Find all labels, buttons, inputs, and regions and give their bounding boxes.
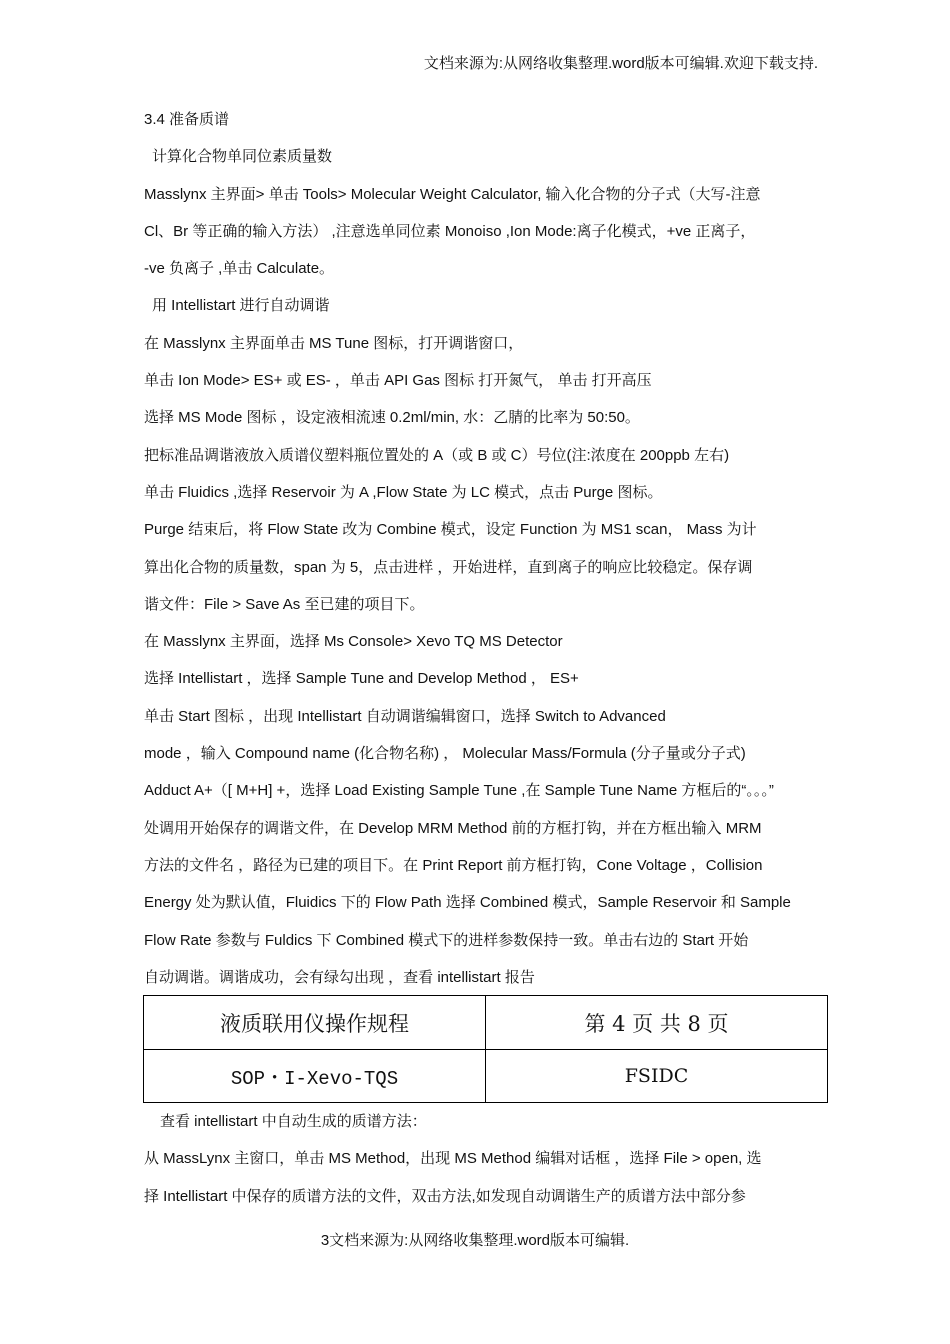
paragraph-line: 单击 Start 图标 ，出现 Intellistart 自动调谐编辑窗口，选择 Switch to Advanced — [144, 707, 666, 725]
paragraph-line: 单击 Ion Mode> ES+ 或 ES- ，单击 API Gas 图标 打开氮气， 单击 打开高压 — [144, 372, 652, 390]
paragraph-line: Cl、Br 等正确的输入方法） ,注意选单同位素 Monoiso ,Ion Mode:离子化模式，+ve 正离子， — [144, 222, 756, 240]
document-title-cell: 液质联用仪操作规程 — [144, 996, 486, 1050]
paragraph-line: 谐文件：File > Save As 至已建的项目下。 — [144, 595, 425, 613]
paragraph-line: 在 Masslynx 主界面，选择 Ms Console> Xevo TQ MS Detector — [144, 633, 563, 651]
paragraph-line: -ve 负离子 ,单击 Calculate。 — [144, 260, 335, 278]
subheading: 用 Intellistart 进行自动调谐 — [152, 297, 330, 315]
subheading: 查看 intellistart 中自动生成的质谱方法： — [160, 1113, 427, 1130]
section-heading: 3.4 准备质谱 — [144, 111, 230, 128]
paragraph-line: Purge 结束后，将 Flow State 改为 Combine 模式，设定 Function 为 MS1 scan， Mass 为计 — [144, 521, 757, 539]
paragraph-line: Energy 处为默认值，Fluidics 下的 Flow Path 选择 Combined 模式，Sample Reservoir 和 Sample — [144, 894, 791, 912]
paragraph-line: 方法的文件名 ，路径为已建的项目下。在 Print Report 前方框打钩，Cone Voltage ，Collision — [144, 856, 763, 874]
table-row — [144, 1050, 828, 1103]
paragraph-line: 处调用开始保存的调谐文件，在 Develop MRM Method 前的方框打钩，并在方框出输入 MRM — [144, 819, 762, 837]
paragraph-line: 自动调谐。调谐成功，会有绿勾出现 ，查看 intellistart 报告 — [144, 968, 535, 986]
paragraph-line: mode ，输入 Compound name (化合物名称) ， Molecular Mass/Formula (分子量或分子式) — [144, 745, 746, 763]
paragraph-line: 择 Intellistart 中保存的质谱方法的文件，双击方法,如发现自动调谐生产的质谱方法中部分参 — [144, 1187, 746, 1205]
subheading: 计算化合物单同位素质量数 — [152, 148, 333, 166]
body-text-continued — [144, 1103, 828, 1215]
paragraph-line: 选择 MS Mode 图标 ，设定液相流速 0.2ml/min, 水：乙腈的比率为 50:50。 — [144, 409, 640, 427]
body-text — [144, 101, 828, 996]
paragraph-line: 把标准品调谐液放入质谱仪塑料瓶位置处的 A（或 B 或 C）号位(注:浓度在 200ppb 左右) — [144, 446, 730, 464]
paragraph-line: Adduct A+（[ M+H] +，选择 Load Existing Sample Tune ,在 Sample Tune Name 方框后的“。。。” — [144, 782, 774, 800]
sop-info-table — [143, 995, 828, 1103]
paragraph-line: 从 MassLynx 主窗口，单击 MS Method，出现 MS Method 编辑对话框 ，选择 File > open, 选 — [144, 1150, 762, 1168]
paragraph-line: 单击 Fluidics ,选择 Reservoir 为 A ,Flow State 为 LC 模式，点击 Purge 图标。 — [144, 483, 663, 501]
page-header: 文档来源为:从网络收集整理.word版本可编辑.欢迎下载支持. — [423, 55, 818, 72]
paragraph-line: 选择 Intellistart ，选择 Sample Tune and Develop Method ， ES+ — [144, 670, 579, 688]
paragraph-line: Masslynx 主界面> 单击 Tools> Molecular Weight Calculator, 输入化合物的分子式（大写-注意 — [144, 185, 761, 203]
paragraph-line: 在 Masslynx 主界面单击 MS Tune 图标，打开调谐窗口， — [144, 334, 524, 352]
sop-number-cell: SOP・I-Xevo-TQS — [144, 1050, 486, 1103]
page-footer: 3文档来源为:从网络收集整理.word版本可编辑. — [320, 1232, 630, 1249]
org-code-cell: FSIDC — [486, 1050, 828, 1103]
paragraph-line: Flow Rate 参数与 Fuldics 下 Combined 模式下的进样参数保持一致。单击右边的 Start 开始 — [144, 931, 749, 949]
paragraph-line: 算出化合物的质量数，span 为 5，点击进样 ，开始进样，直到离子的响应比较稳定。保存调 — [144, 558, 753, 576]
table-row — [144, 996, 828, 1050]
page-count-cell: 第 4 页 共 8 页 — [486, 996, 828, 1050]
